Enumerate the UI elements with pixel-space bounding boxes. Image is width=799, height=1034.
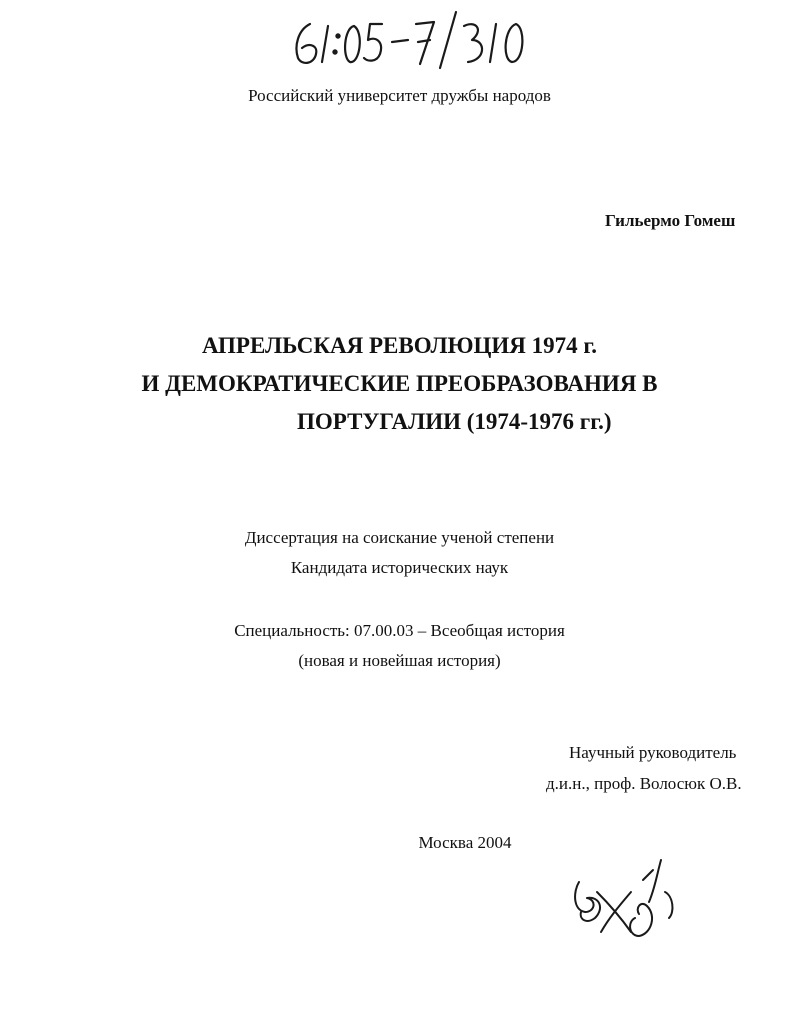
specialty-line-2: (новая и новейшая история)	[298, 651, 501, 670]
handwritten-signature	[565, 852, 695, 942]
author-name: Гильермо Гомеш	[605, 211, 736, 230]
title-line-1: АПРЕЛЬСКАЯ РЕВОЛЮЦИЯ 1974 г.	[201, 333, 598, 358]
supervisor-label: Научный руководитель	[569, 743, 737, 762]
university-name: Российский университет дружбы народов	[248, 86, 551, 105]
degree-line-2: Кандидата исторических наук	[290, 558, 509, 577]
specialty-line-1: Специальность: 07.00.03 – Всеобщая история	[234, 621, 565, 640]
city-year: Москва 2004	[418, 833, 512, 852]
handwritten-archive-code	[280, 6, 540, 72]
supervisor-name: д.и.н., проф. Волосюк О.В.	[546, 774, 742, 793]
title-line-3: ПОРТУГАЛИИ (1974-1976 гг.)	[297, 409, 612, 434]
title-line-2: И ДЕМОКРАТИЧЕСКИЕ ПРЕОБРАЗОВАНИЯ В	[141, 371, 658, 396]
degree-line-1: Диссертация на соискание ученой степени	[244, 528, 555, 547]
